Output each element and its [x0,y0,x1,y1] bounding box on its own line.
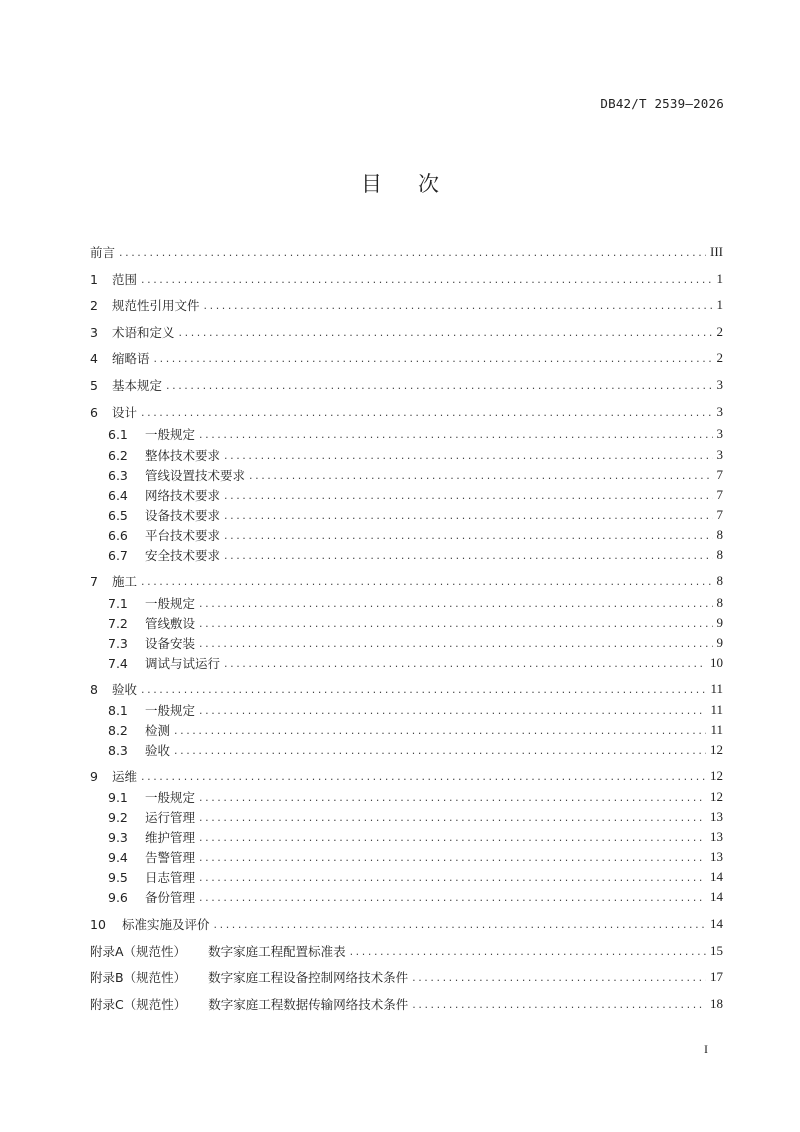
toc-entry-title: 规范性引用文件 [112,298,200,313]
toc-entry-number: 9 [90,768,98,784]
toc-leader-dots [199,637,712,650]
toc-leader-dots [199,791,706,804]
toc-entry-number: 附录C（规范性） [90,997,187,1012]
toc-leader-dots [166,379,712,392]
toc-entry[interactable] [108,466,723,484]
toc-entry-title: 运行管理 [145,810,196,825]
toc-entry[interactable] [108,701,723,719]
toc-entry[interactable] [108,741,723,759]
toc-entry-page: 14 [710,889,723,904]
toc-entry-title: 一般规定 [145,596,196,611]
toc-entry-title: 调试与试运行 [145,656,221,671]
page-number: I [704,1042,708,1056]
toc-entry-title: 一般规定 [145,703,196,718]
toc-leader-dots [224,529,712,542]
toc-entry-page: 1 [716,271,723,286]
toc-entry-title: 安全技术要求 [145,548,221,563]
toc-entry-title: 备份管理 [145,890,196,905]
toc-entry-number: 1 [90,271,98,287]
toc-leader-dots [224,449,712,462]
toc-entry[interactable] [90,403,723,421]
toc-entry-title: 数字家庭工程数据传输网络技术条件 [208,997,409,1012]
toc-entry-title: 数字家庭工程配置标准表 [208,944,346,959]
toc-entry[interactable] [90,270,723,288]
toc-entry-number: 4 [90,350,98,366]
toc-entry-page: 12 [710,742,723,757]
toc-entry-page: 2 [716,324,723,339]
toc-entry-title: 基本规定 [112,378,163,393]
toc-entry-title: 施工 [112,574,138,589]
toc-entry[interactable] [108,888,723,906]
toc-entry-title: 管线设置技术要求 [145,468,246,483]
toc-entry-number: 6.1 [108,426,128,442]
toc-entry-number: 7 [90,573,98,589]
toc-entry-number: 9.5 [108,869,128,885]
toc-entry-page: 9 [716,615,723,630]
toc-entry-number: 附录B（规范性） [90,970,187,985]
toc-entry-title: 日志管理 [145,870,196,885]
toc-leader-dots [199,597,712,610]
toc-leader-dots [249,469,712,482]
toc-entry[interactable] [90,995,723,1013]
toc-entry[interactable] [108,526,723,544]
toc-entry[interactable] [108,828,723,846]
toc-entry-number: 10 [90,916,106,932]
toc-entry-title: 数字家庭工程设备控制网络技术条件 [208,970,409,985]
toc-entry-page: 8 [716,547,723,562]
toc-entry-number: 7.3 [108,635,128,651]
toc-leader-dots [141,683,706,696]
toc-entry-page: 3 [716,447,723,462]
toc-entry-number: 8.3 [108,742,128,758]
toc-entry-page: 7 [716,467,723,482]
toc-entry-page: 11 [710,702,723,717]
toc-entry-page: 14 [710,916,723,931]
toc-entry[interactable] [90,349,723,367]
title-char: 次 [418,172,439,196]
toc-entry-page: 11 [710,722,723,737]
toc-entry-number: 6.7 [108,547,128,563]
toc-entry-page: 8 [716,573,723,588]
toc-entry[interactable] [108,506,723,524]
toc-entry[interactable] [108,654,723,672]
toc-leader-dots [119,246,706,259]
toc-leader-dots [224,509,712,522]
toc-leader-dots [141,273,712,286]
toc-entry-number: 7.1 [108,595,128,611]
toc-leader-dots [174,744,706,757]
toc-leader-dots [412,998,706,1011]
toc-entry-number: 6.5 [108,507,128,523]
toc-leader-dots [224,489,712,502]
toc-leader-dots [199,704,706,717]
toc-entry-title: 网络技术要求 [145,488,221,503]
toc-entry-title: 整体技术要求 [145,448,221,463]
toc-entry-page: 9 [716,635,723,650]
toc-entry-title: 缩略语 [112,351,150,366]
toc-entry-number: 9.4 [108,849,128,865]
toc-entry[interactable] [108,546,723,564]
toc-entry[interactable] [108,634,723,652]
toc-entry-number: 9.3 [108,829,128,845]
toc-entry[interactable] [90,942,723,960]
toc-entry-page: 8 [716,527,723,542]
toc-leader-dots [224,549,712,562]
toc-entry-number: 8.2 [108,722,128,738]
toc-entry[interactable] [108,721,723,739]
toc-entry[interactable] [108,868,723,886]
toc-entry[interactable] [108,425,723,443]
toc-entry-page: 12 [710,789,723,804]
toc-entry-number: 6.2 [108,447,128,463]
toc-entry-number: 2 [90,297,98,313]
toc-entry-number: 6.4 [108,487,128,503]
toc-entry-title: 设备安装 [145,636,196,651]
toc-entry-number: 9.6 [108,889,128,905]
toc-leader-dots [141,575,712,588]
toc-entry-title: 前言 [90,245,116,260]
toc-entry[interactable] [90,572,723,590]
toc-leader-dots [179,326,713,339]
toc-entry-page: 1 [716,297,723,312]
toc-entry[interactable] [108,594,723,612]
page-title [0,168,800,198]
toc-entry-title: 标准实施及评价 [122,917,210,932]
toc-entry-title: 管线敷设 [145,616,196,631]
toc-leader-dots [199,871,706,884]
toc-entry-page: 13 [710,809,723,824]
toc-entry[interactable] [90,296,723,314]
toc-entry-number: 9.2 [108,809,128,825]
toc-entry-title: 平台技术要求 [145,528,221,543]
toc-entry[interactable] [108,614,723,632]
toc-leader-dots [199,428,712,441]
toc-entry-title: 维护管理 [145,830,196,845]
toc-leader-dots [199,617,712,630]
toc-entry[interactable] [90,243,723,261]
toc-leader-dots [174,724,706,737]
toc-entry[interactable] [108,486,723,504]
toc-leader-dots [350,945,706,958]
toc-entry-page: 13 [710,849,723,864]
standard-code: DB42/T 2539—2026 [600,96,724,111]
toc-entry-title: 范围 [112,272,138,287]
toc-leader-dots [412,971,706,984]
toc-entry-page: 17 [710,969,723,984]
toc-entry-number: 8 [90,681,98,697]
toc-entry-number: 6.3 [108,467,128,483]
toc-entry-page: 8 [716,595,723,610]
toc-entry[interactable] [90,767,723,785]
toc-entry-page: 7 [716,507,723,522]
toc-entry-title: 术语和定义 [112,325,175,340]
toc-entry[interactable] [108,848,723,866]
toc-entry-page: 14 [710,869,723,884]
toc-leader-dots [199,831,706,844]
toc-entry-number: 5 [90,377,98,393]
toc-entry-number: 8.1 [108,702,128,718]
toc-entry-page: 13 [710,829,723,844]
toc-leader-dots [204,299,713,312]
toc-entry-title: 运维 [112,769,138,784]
toc-entry-number: 7.2 [108,615,128,631]
toc-entry-number: 附录A（规范性） [90,944,187,959]
toc-entry-number: 7.4 [108,655,128,671]
toc-entry[interactable] [90,323,723,341]
toc-entry[interactable] [108,788,723,806]
toc-entry-number: 6 [90,404,98,420]
toc-entry-page: III [710,244,723,259]
toc-entry-page: 11 [710,681,723,696]
toc-entry-page: 10 [710,655,723,670]
toc-entry-title: 设计 [112,405,138,420]
toc-entry-page: 2 [716,350,723,365]
toc-entry-page: 3 [716,377,723,392]
toc-entry-page: 12 [710,768,723,783]
toc-leader-dots [141,770,706,783]
title-char: 目 [361,172,382,196]
toc-entry-number: 3 [90,324,98,340]
toc-entry-number: 9.1 [108,789,128,805]
toc-entry-title: 设备技术要求 [145,508,221,523]
toc-leader-dots [224,657,706,670]
toc-entry-page: 18 [710,996,723,1011]
toc-entry[interactable] [90,915,723,933]
toc-entry-page: 3 [716,404,723,419]
toc-entry-page: 3 [716,426,723,441]
toc-entry-page: 7 [716,487,723,502]
toc-entry[interactable] [90,376,723,394]
toc-leader-dots [154,352,713,365]
toc-leader-dots [199,811,706,824]
toc-entry[interactable] [108,446,723,464]
toc-leader-dots [199,891,706,904]
toc-entry-number: 6.6 [108,527,128,543]
toc-entry-title: 检测 [145,723,171,738]
toc-leader-dots [214,918,706,931]
toc-entry-title: 一般规定 [145,790,196,805]
toc-entry-title: 告警管理 [145,850,196,865]
toc-entry-page: 15 [710,943,723,958]
toc-entry-title: 一般规定 [145,427,196,442]
toc-entry-title: 验收 [112,682,138,697]
toc-entry[interactable] [108,808,723,826]
toc-entry[interactable] [90,680,723,698]
toc-entry[interactable] [90,968,723,986]
toc-leader-dots [199,851,706,864]
toc-leader-dots [141,406,712,419]
toc-entry-title: 验收 [145,743,171,758]
